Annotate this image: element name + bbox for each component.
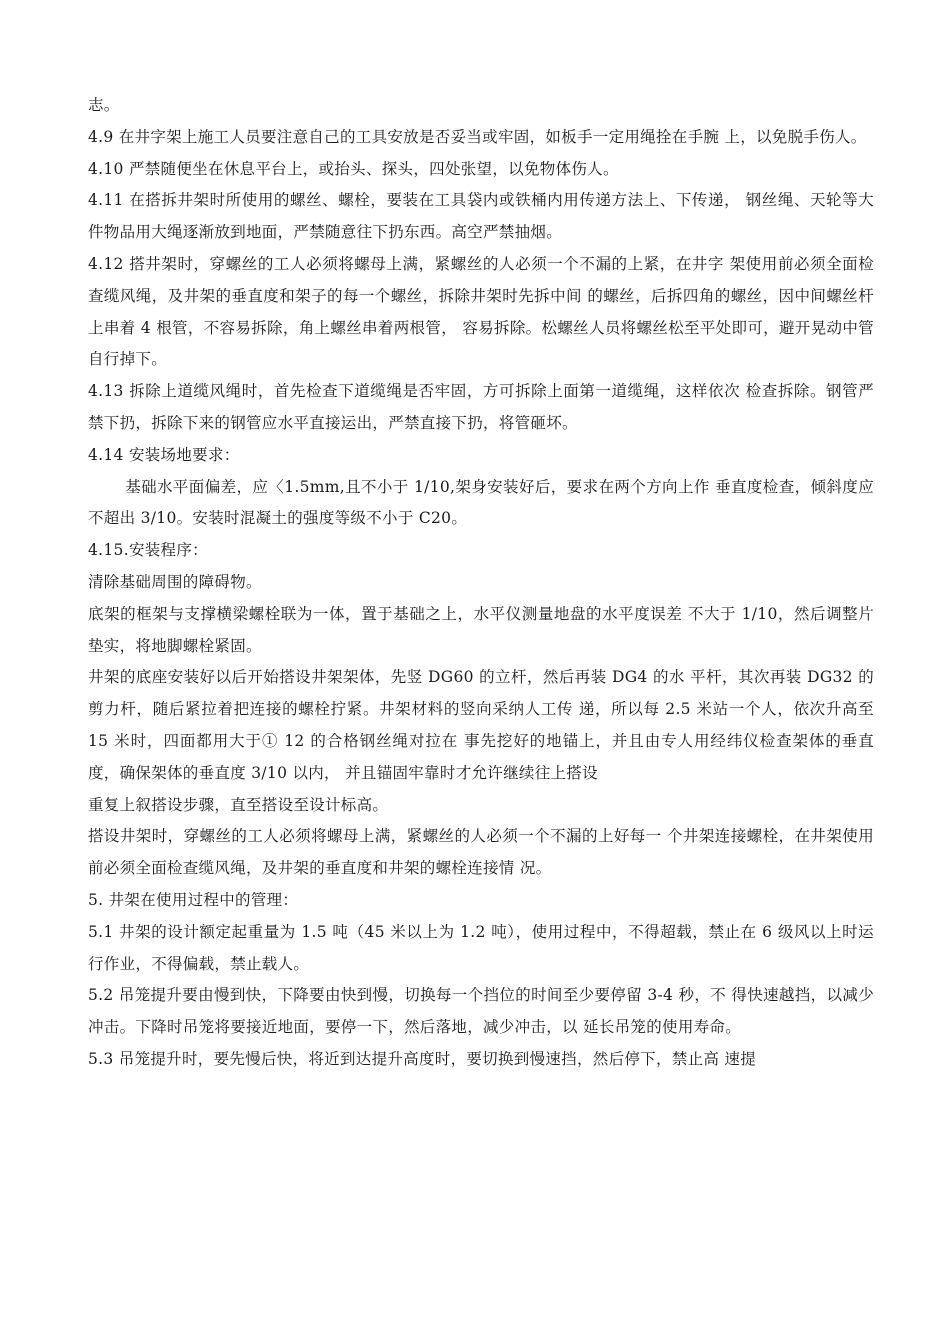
paragraph-4-12: 4.12 搭井架时，穿螺丝的工人必须将螺母上满，紧螺丝的人必须一个不漏的上紧，在井字 架使用前必须全面检查缆风绳，及井架的垂直度和架子的每一个螺丝，拆除井架时先拆中间 的螺丝，后拆四角的螺丝，因中间螺丝杆上串着 4 根管，不容易拆除，角上螺丝串着两根管， 容易拆除。松螺丝人员将螺丝松至平处即可，避开晃动中管自行掉下。 [88, 254, 874, 369]
paragraph-bolt-check: 搭设井架时，穿螺丝的工人必须将螺母上满，紧螺丝的人必须一个不漏的上好每一 个井架连接螺栓，在井架使用前必须全面检查缆风绳，及井架的垂直度和井架的螺栓连接情 况。 [88, 827, 874, 878]
paragraph-repeat-steps: 重复上叙搭设步骤，直至搭设至设计标高。 [88, 795, 389, 814]
paragraph-5-2: 5.2 吊笼提升要由慢到快，下降要由快到慢，切换每一个挡位的时间至少要停留 3-4 秒，不 得快速越挡，以减少冲击。下降时吊笼将要接近地面，要停一下，然后落地，减少冲击，以 延长吊笼的使用寿命。 [88, 986, 874, 1037]
heading-4-14: 4.14 安装场地要求： [88, 445, 240, 464]
paragraph-4-10: 4.10 严禁随便坐在休息平台上，或抬头、探头，四处张望，以免物体伤人。 [88, 159, 619, 178]
paragraph-base-frame: 底架的框架与支撑横梁螺栓联为一体，置于基础之上，水平仪测量地盘的水平度误差 不大于 1/10，然后调整片垫实，将地脚螺栓紧固。 [88, 604, 874, 655]
document-body [88, 90, 874, 1076]
paragraph-4-13: 4.13 拆除上道缆风绳时，首先检查下道缆绳是否牢固，方可拆除上面第一道缆绳，这样依次 检查拆除。钢管严禁下扔，拆除下来的钢管应水平直接运出，严禁直接下扔，将管砸坏。 [88, 382, 874, 432]
heading-5: 5. 井架在使用过程中的管理： [88, 890, 299, 909]
paragraph-4-11: 4.11 在搭拆井架时所使用的螺丝、螺栓，要装在工具袋内或铁桶内用传递方法上、下传递， 钢丝绳、天轮等大件物品用大绳逐渐放到地面，严禁随意往下扔东西。高空严禁抽烟。 [88, 191, 874, 242]
paragraph-4-9: 4.9 在井字架上施工人员要注意自己的工具安放是否妥当或牢固，如板手一定用绳拴在手腕 上，以免脱手伤人。 [88, 127, 867, 146]
paragraph-5-1: 5.1 井架的设计额定起重量为 1.5 吨（45 米以上为 1.2 吨），使用过程中，不得超载，禁止在 6 级风以上时运行作业，不得偏载，禁止载人。 [88, 922, 874, 973]
paragraph-site-requirements: 基础水平面偏差，应〈1.5mm,且不小于 1/10,架身安装好后，要求在两个方向上作 垂直度检查，倾斜度应不超出 3/10。安装时混凝土的强度等级不小于 C20。 [88, 477, 874, 528]
paragraph-clear-obstacles: 清除基础周围的障碍物。 [88, 572, 262, 591]
paragraph-5-3: 5.3 吊笼提升时，要先慢后快，将近到达提升高度时，要切换到慢速挡，然后停下，禁止高 速提 [88, 1049, 757, 1068]
paragraph-erect-frame: 井架的底座安装好以后开始搭设井架架体，先竖 DG60 的立杆，然后再装 DG4 的水 平杆，其次再装 DG32 的剪力杆，随后紧拉着把连接的螺栓拧紧。井架材料的竖向采纳人工传 递，所以每 2.5 米站一个人，依次升高至 15 米时，四面都用大于① 12 的合格钢丝绳对拉在 事先挖好的地锚上，并且由专人用经纬仪检查架体的垂直度，确保架体的垂直度 3/10 以内， 并且锚固牢靠时才允许继续往上搭设 [88, 668, 874, 782]
heading-4-15: 4.15.安装程序： [88, 541, 208, 560]
paragraph-continuation: 志。 [88, 96, 120, 114]
